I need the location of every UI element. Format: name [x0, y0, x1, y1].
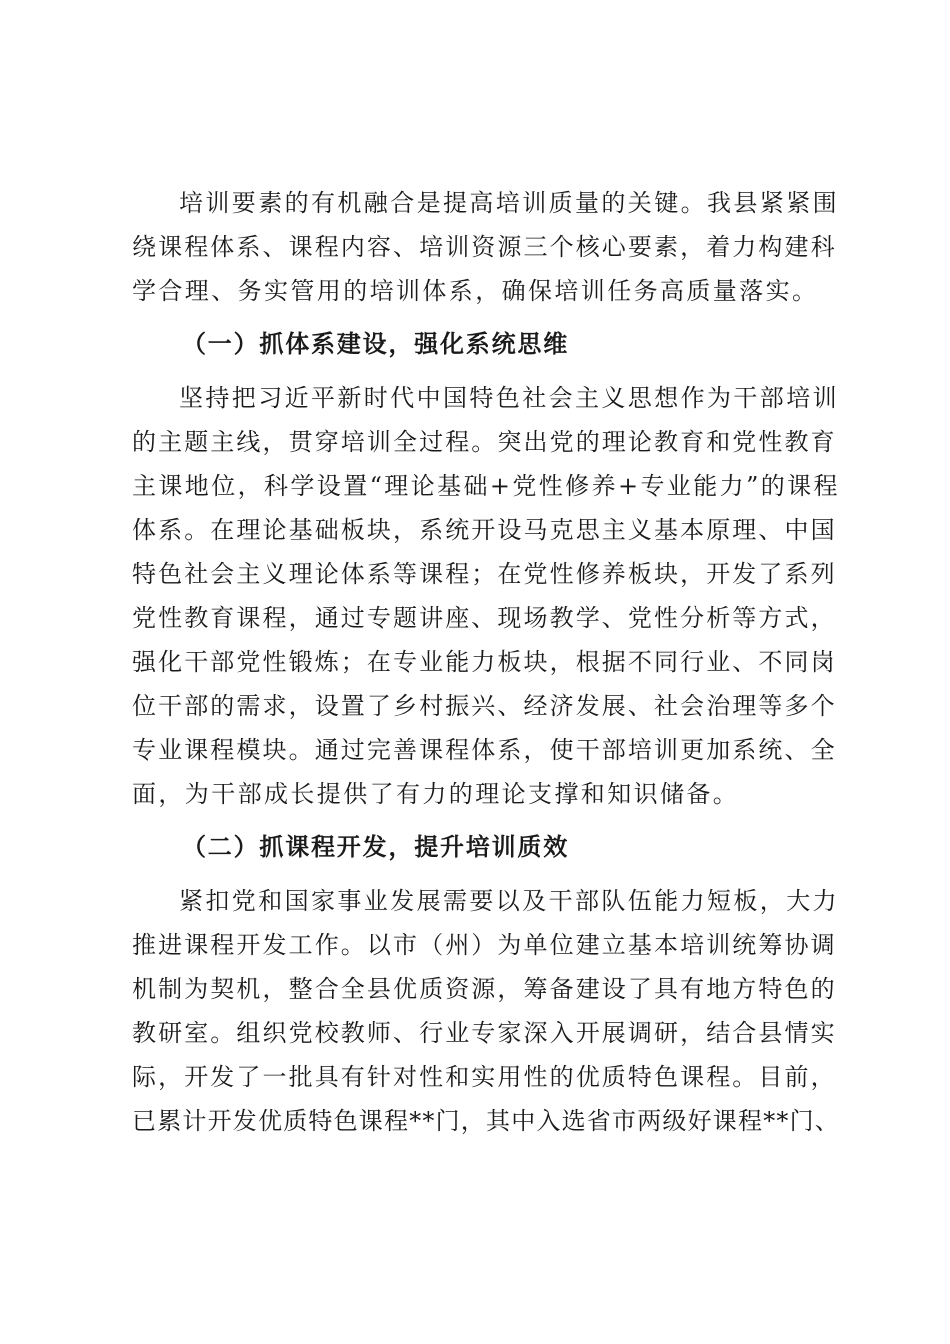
section-heading-1: （一）抓体系建设，强化系统思维 — [182, 330, 569, 358]
section1-line: 特色社会主义理论体系等课程；在党性修养板块，开发了系列 — [132, 560, 837, 588]
section2-line: 已累计开发优质特色课程**门，其中入选省市两级好课程**门、 — [132, 1107, 840, 1135]
section1-line: 面，为干部成长提供了有力的理论支撑和知识储备。 — [132, 780, 740, 808]
section2-line: 紧扣党和国家事业发展需要以及干部队伍能力短板，大力 — [179, 887, 839, 915]
section-heading-2: （二）抓课程开发，提升培训质效 — [182, 833, 569, 861]
intro-line: 培训要素的有机融合是提高培训质量的关键。我县紧紧围 — [179, 189, 839, 217]
section1-line: 位干部的需求，设置了乡村振兴、经济发展、社会治理等多个 — [132, 692, 837, 720]
section2-line: 际，开发了一批具有针对性和实用性的优质特色课程。目前， — [132, 1063, 837, 1091]
section1-line: 的主题主线，贯穿培训全过程。突出党的理论教育和党性教育 — [132, 428, 837, 456]
section1-line: 主课地位，科学设置“理论基础+党性修养+专业能力”的课程 — [132, 472, 840, 500]
section1-line: 强化干部党性锻炼；在专业能力板块，根据不同行业、不同岗 — [132, 648, 837, 676]
section1-line: 坚持把习近平新时代中国特色社会主义思想作为干部培训 — [179, 384, 839, 412]
section1-line: 体系。在理论基础板块，系统开设马克思主义基本原理、中国 — [132, 516, 837, 544]
section2-line: 教研室。组织党校教师、行业专家深入开展调研，结合县情实 — [132, 1019, 837, 1047]
intro-line: 学合理、务实管用的培训体系，确保培训任务高质量落实。 — [132, 277, 819, 305]
section2-line: 推进课程开发工作。以市（州）为单位建立基本培训统筹协调 — [132, 931, 837, 959]
section2-line: 机制为契机，整合全县优质资源，筹备建设了具有地方特色的 — [132, 975, 837, 1003]
section1-line: 专业课程模块。通过完善课程体系，使干部培训更加系统、全 — [132, 736, 837, 764]
intro-line: 绕课程体系、课程内容、培训资源三个核心要素，着力构建科 — [132, 233, 837, 261]
section1-line: 党性教育课程，通过专题讲座、现场教学、党性分析等方式， — [132, 604, 837, 632]
